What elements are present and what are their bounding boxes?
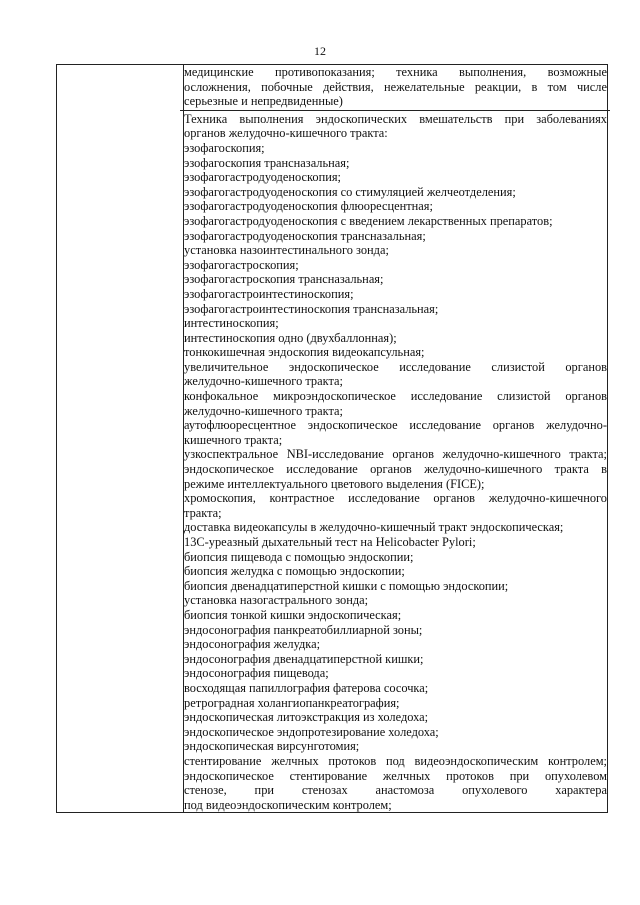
text-line: биопсия двенадцатиперстной кишки с помощью эндоскопии; xyxy=(184,578,509,593)
text-line: доставка видеокапсулы в желудочно-кишечный тракт эндоскопическая; xyxy=(184,520,564,535)
text-line: медицинские противопоказания; техника выполнения, возможные xyxy=(184,65,607,79)
text-line: биопсия тонкой кишки эндоскопическая; xyxy=(184,607,402,622)
text-line: осложнения, побочные действия, нежелательные реакции, в том числе xyxy=(184,79,607,94)
text-line: эндосонография пищевода; xyxy=(184,666,329,681)
left-column-cell xyxy=(57,65,184,813)
text-line: интестиноскопия одно (двухбаллонная); xyxy=(184,330,397,345)
text-line: органов желудочно-кишечного тракта: xyxy=(184,126,388,141)
text-line: эндосонография панкреатобиллиарной зоны; xyxy=(184,622,423,637)
text-line: ретроградная холангиопанкреатография; xyxy=(184,695,400,710)
text-line: желудочно-кишечного тракта; xyxy=(184,374,343,389)
right-column-cell xyxy=(184,65,608,813)
text-line: эндоскопическое эндопротезирование холедоха; xyxy=(184,724,439,739)
competency-text-block xyxy=(184,65,607,109)
text-line: стенозе, при стенозах анастомоза опухолевого характера xyxy=(184,783,607,798)
text-line: эзофагогастродуоденоскопия со стимуляцией желчеотделения; xyxy=(184,184,516,199)
text-line: восходящая папиллография фатерова сосочка; xyxy=(184,680,429,695)
text-line: серьезные и непредвиденные) xyxy=(184,94,343,109)
text-line: хромоскопия, контрастное исследование органов желудочно-кишечного xyxy=(184,491,607,506)
text-line: 13С-уреазный дыхательный тест на Helicobacter Pylori; xyxy=(184,535,476,549)
text-line: аутофлюоресцентное эндоскопическое исследование органов желудочно- xyxy=(184,418,607,433)
procedures-list xyxy=(184,112,607,813)
text-line: конфокальное микроэндоскопическое исследование слизистой органов xyxy=(184,389,607,404)
text-line: тонкокишечная эндоскопия видеокапсульная; xyxy=(184,345,425,360)
text-line: эзофагогастродуоденоскопия флюоресцентная; xyxy=(184,199,433,214)
text-line: эзофагоскопия; xyxy=(184,140,265,155)
text-line: стентирование желчных протоков под видеоэндоскопическим контролем; xyxy=(184,753,607,768)
text-line: установка назогастрального зонда; xyxy=(184,593,369,608)
table-row xyxy=(57,65,608,813)
text-line: эндосонография желудка; xyxy=(184,637,321,652)
text-line: эзофагогастродуоденоскопия; xyxy=(184,170,341,185)
content-table xyxy=(56,64,608,813)
text-line: биопсия пищевода с помощью эндоскопии; xyxy=(184,549,414,564)
text-line: режиме интеллектуального цветового выделения (FICE); xyxy=(184,476,485,491)
text-line: желудочно-кишечного тракта; xyxy=(184,403,343,418)
text-line: под видеоэндоскопическим контролем; xyxy=(184,797,392,812)
text-line: биопсия желудка с помощью эндоскопии; xyxy=(184,564,405,579)
text-line: Техника выполнения эндоскопических вмешательств при заболеваниях xyxy=(184,111,607,126)
row-divider xyxy=(180,110,610,111)
text-line: эндоскопическая литоэкстракция из холедоха; xyxy=(184,710,429,725)
text-line: эзофагогастродуоденоскопия с введением лекарственных препаратов; xyxy=(184,213,553,228)
text-line: эндоскопическое исследование органов желудочно-кишечного тракта в xyxy=(184,462,607,477)
text-line: узкоспектральное NBI-исследование органов желудочно-кишечного тракта; xyxy=(184,447,607,462)
text-line: интестиноскопия; xyxy=(184,316,279,331)
text-line: эзофагогастродуоденоскопия трансназальная; xyxy=(184,228,426,243)
text-line: эзофагоскопия трансназальная; xyxy=(184,155,350,170)
text-line: увеличительное эндоскопическое исследование слизистой органов xyxy=(184,359,607,374)
text-line: эндосонография двенадцатиперстной кишки; xyxy=(184,651,424,666)
page-number: 12 xyxy=(314,44,326,58)
text-line: эзофагогастроинтестиноскопия трансназальная; xyxy=(184,301,439,316)
text-line: эндоскопическая вирсунготомия; xyxy=(184,739,360,754)
text-line: эндоскопическое стентирование желчных протоков при опухолевом xyxy=(184,768,607,783)
text-line: установка назоинтестинального зонда; xyxy=(184,243,389,258)
text-line: эзофагогастроинтестиноскопия; xyxy=(184,286,354,301)
text-line: тракта; xyxy=(184,505,222,520)
text-line: эзофагогастроскопия трансназальная; xyxy=(184,272,384,287)
text-line: кишечного тракта; xyxy=(184,432,283,447)
text-line: эзофагогастроскопия; xyxy=(184,257,299,272)
